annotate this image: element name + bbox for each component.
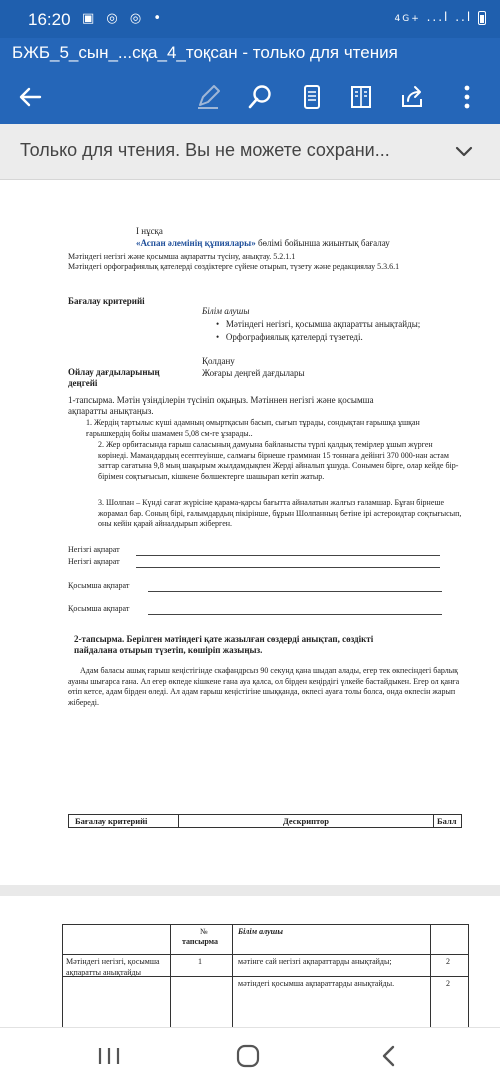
criteria-item-2: • Орфографиялық қателерді түзетеді. xyxy=(216,332,363,342)
rubric-header-table xyxy=(68,814,462,828)
rubric-header-criteria: Бағалау критерийі xyxy=(69,815,179,827)
battery-icon xyxy=(478,11,486,25)
criteria-item-2-text: Орфографиялық қателерді түзетеді. xyxy=(225,332,363,342)
section-title-quoted: «Аспан әлемінің құпиялары» xyxy=(136,238,256,248)
col-task-no-1: № xyxy=(200,927,208,936)
task1-line1: 1-тапсырма. Мәтін үзінділерін түсініп оқыңыз. Мәтіннен негізгі және қосымша xyxy=(68,395,374,405)
notification-icons: ▣ ◎ ◎ • xyxy=(82,11,166,26)
answer-line[interactable] xyxy=(148,614,442,615)
criteria-item-1-text: Мәтіндегі негізгі, қосымша ақпаратты анықтайды; xyxy=(225,319,421,329)
criteria-item-1: • Мәтіндегі негізгі, қосымша ақпаратты анықтайды; xyxy=(216,319,421,329)
back-icon[interactable] xyxy=(374,1042,404,1070)
rubric-header-descriptor: Дескриптор xyxy=(179,815,434,827)
readonly-banner xyxy=(0,124,500,180)
more-icon[interactable] xyxy=(451,81,483,113)
objective-1: Мәтіндегі негізгі және қосымша ақпаратты түсіну, анықтау. 5.2.1.1 xyxy=(68,252,296,261)
text-item-2: 2. Жер орбитасында ғарыш саласының дамуына байланысты түрлі қалдық темірлер ұшып жүрген көрінеді. Мамандардың есептеуінше, салмағы бірнеше граммнан 15 тоннаға дейінгі 370 000-нан астам заттар сағатына 9,8 мың шақырым жылдамдықпен Жерді айналып ұшуда. Сонымен бірге, олар кейде бір-бірімен соқтығысып, кішкене бөлшектерге шашырап кетіп жатыр. xyxy=(98,440,459,481)
rubric-table xyxy=(62,924,468,1027)
text-item-1: 1. Жердің тартылыс күші адамның омыртқасын басып, сығып тұрады, сондықтан ғарышқа ұшқан ғарышкердің бойы шамамен 5,08 см-ге ұзарады.. xyxy=(86,418,420,438)
search-icon[interactable] xyxy=(245,81,277,113)
score-2: 2 xyxy=(446,979,450,988)
section-title-rest: бөлімі бойынша жиынтық бағалау xyxy=(255,238,390,248)
criteria-label: Бағалау критерийі xyxy=(68,296,145,306)
status-right xyxy=(395,10,486,25)
navigation-bar xyxy=(0,1027,500,1083)
thinking-label-2: деңгейі xyxy=(68,378,98,388)
share-icon[interactable] xyxy=(396,81,428,113)
pen-icon[interactable] xyxy=(192,81,224,113)
readonly-message: Только для чтения. Вы не можете сохрани... xyxy=(20,140,390,160)
answer-line[interactable] xyxy=(136,555,440,556)
col-knowledge: Білім алушы xyxy=(238,927,283,936)
higher-order-label: Жоғары деңгей дағдылары xyxy=(202,368,305,378)
answer-line[interactable] xyxy=(136,567,440,568)
home-icon[interactable] xyxy=(233,1042,263,1070)
phone-view-icon[interactable] xyxy=(296,81,328,113)
document-viewer[interactable] xyxy=(0,180,500,1027)
task1-line2: ақпаратты анықтаңыз. xyxy=(68,406,154,416)
answer-line[interactable] xyxy=(148,591,442,592)
toolbar xyxy=(0,70,500,124)
row-task-number: 1 xyxy=(198,957,202,966)
document-title: БЖБ_5_сын_...сқа_4_тоқсан - только для чтения xyxy=(12,43,398,62)
descriptor-1: мәтінге сай негізгі ақпараттарды анықтайды; xyxy=(238,957,392,966)
knowledge-label: Білім алушы xyxy=(202,306,250,316)
chevron-down-icon[interactable] xyxy=(452,140,476,164)
text-item-3: 3. Шолпан – Күнді сағат жүрісіне қарама-қарсы бағытта айналатын жалғыз ғаламшар. Бұған бірнеше жорамал бар. Соның бірі, ғалымдардың пікірінше, бұрын Шолпанның бетіне ірі астероидтар соқтығысып, оны кейін қарай айналдырып жіберген. xyxy=(98,498,462,528)
task2-line2: пайдалана отырып түзетіп, көшіріп жазыңыз. xyxy=(74,645,263,655)
signal-icon: ...l ..l xyxy=(426,10,473,24)
variant-label: І нұсқа xyxy=(136,226,163,236)
title-bar xyxy=(0,38,500,70)
network-label: 4G+ xyxy=(394,14,421,24)
status-bar xyxy=(0,0,500,38)
task2-body: Адам баласы ашық ғарыш кеңістігінде скафандрсыз 90 секунд қана шыдап алады, егер тек өкпесіндегі барлық ауаны шығарса ғана. Ал егер өкпеде кішкене ғана ауа қалса, ол бірден кеңірдігі үлкейе бастайдыкен. Егер ол қанға өтіп кетсе, адам бірден өледі. Ал адам ғарыш кеңістігіне шыққанда, өкпесі ауаға толы болса, онда өкпесін жарып жібереді. xyxy=(68,666,460,707)
extra-info-label-2: Қосымша ақпарат xyxy=(68,604,130,613)
thinking-label-1: Ойлау дағдыларының xyxy=(68,367,160,377)
main-info-label-1: Негізгі ақпарат xyxy=(68,545,120,554)
descriptor-2: мәтіндегі қосымша ақпараттарды анықтайды. xyxy=(238,979,395,988)
recent-apps-icon[interactable] xyxy=(94,1042,124,1070)
back-arrow-icon[interactable] xyxy=(14,81,46,113)
col-task-no-2: тапсырма xyxy=(182,937,219,946)
task2-line1: 2-тапсырма. Берілген мәтіндегі қате жазылған сөздерді анықтап, сөздікті xyxy=(74,634,374,644)
application-label: Қолдану xyxy=(202,356,235,366)
row-criteria: Мәтіндегі негізгі, қосымша ақпаратты анықтайды xyxy=(66,957,160,977)
score-1: 2 xyxy=(446,957,450,966)
document-page-2 xyxy=(0,896,500,1027)
document-page-1 xyxy=(0,180,500,885)
book-icon[interactable] xyxy=(345,81,377,113)
status-time: 16:20 xyxy=(28,10,71,29)
rubric-header-score: Балл xyxy=(437,816,457,826)
objective-2: Мәтіндегі орфографиялық қателерді сөздіктерге сүйене отырып, түзету және редакциялау 5.3.6.1 xyxy=(68,262,400,271)
section-title xyxy=(136,238,390,248)
extra-info-label-1: Қосымша ақпарат xyxy=(68,581,130,590)
main-info-label-2: Негізгі ақпарат xyxy=(68,557,120,566)
